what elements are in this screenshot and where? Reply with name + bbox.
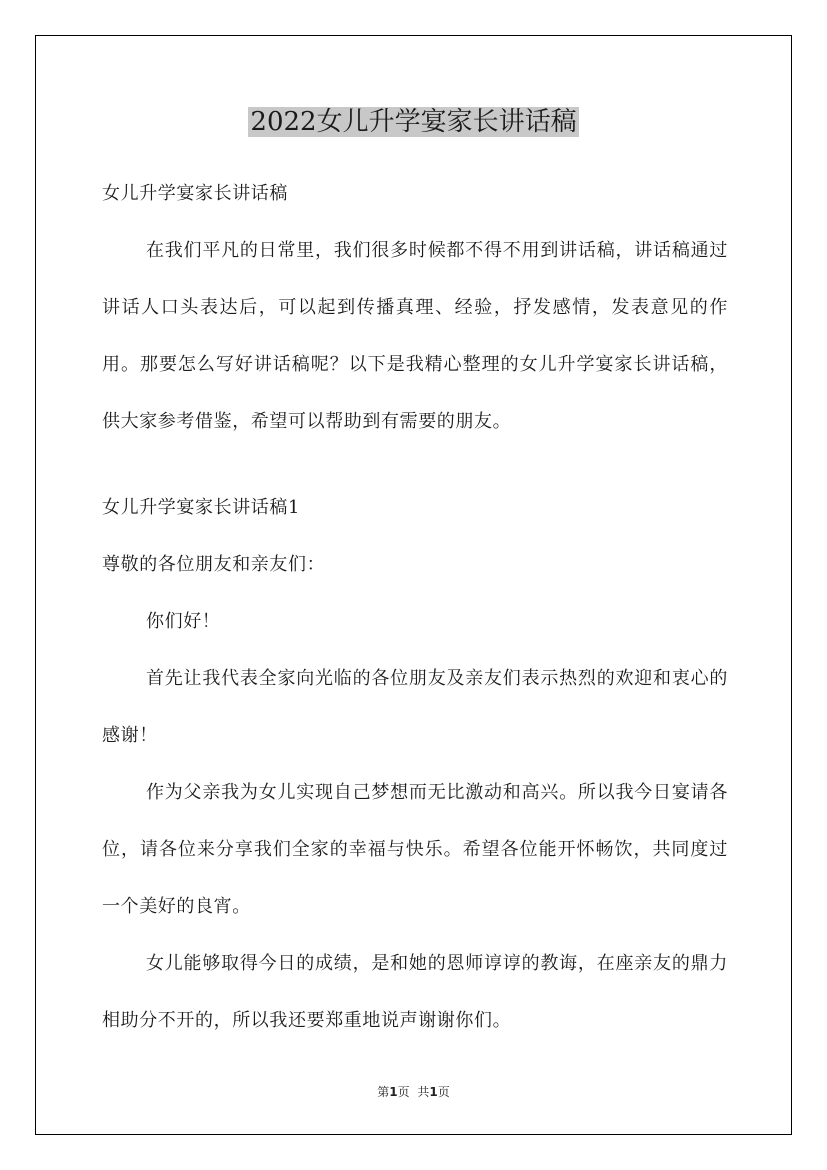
page-footer [0,1084,827,1100]
body-paragraph: 作为父亲我为女儿实现自己梦想而无比激动和高兴。所以我今日宴请各位，请各位来分享我们全家的幸福与快乐。希望各位能开怀畅饮，共同度过一个美好的良宵。 [102,782,728,917]
total-pages: 1 [429,1085,438,1099]
total-prefix: 共 [417,1085,430,1099]
page-number: 1 [389,1085,398,1099]
body-paragraph: 你们好！ [146,611,221,632]
document-title-text: 2022女儿升学宴家长讲话稿 [250,107,577,137]
total-suffix: 页 [437,1085,450,1099]
document-body [102,165,728,1049]
body-paragraph: 在我们平凡的日常里，我们很多时候都不得不用到讲话稿，讲话稿通过讲话人口头表达后，可以起到传播真理、经验，抒发感情，发表意见的作用。那要怎么写好讲话稿呢？以下是我精心整理的女儿升学宴家长讲话稿，供大家参考借鉴，希望可以帮助到有需要的朋友。 [102,240,728,432]
page-suffix: 页 [397,1085,410,1099]
document-title [0,100,827,144]
body-paragraph: 女儿能够取得今日的成绩，是和她的恩师谆谆的教诲，在座亲友的鼎力相助分不开的，所以我还要郑重地说声谢谢你们。 [102,953,728,1031]
page-prefix: 第 [377,1085,390,1099]
body-paragraph: 女儿升学宴家长讲话稿 [102,183,288,204]
body-paragraph: 首先让我代表全家向光临的各位朋友及亲友们表示热烈的欢迎和衷心的感谢！ [102,668,728,746]
body-paragraph: 尊敬的各位朋友和亲友们： [102,554,326,575]
paragraph-gap [102,450,728,479]
body-paragraph: 女儿升学宴家长讲话稿1 [102,497,301,518]
